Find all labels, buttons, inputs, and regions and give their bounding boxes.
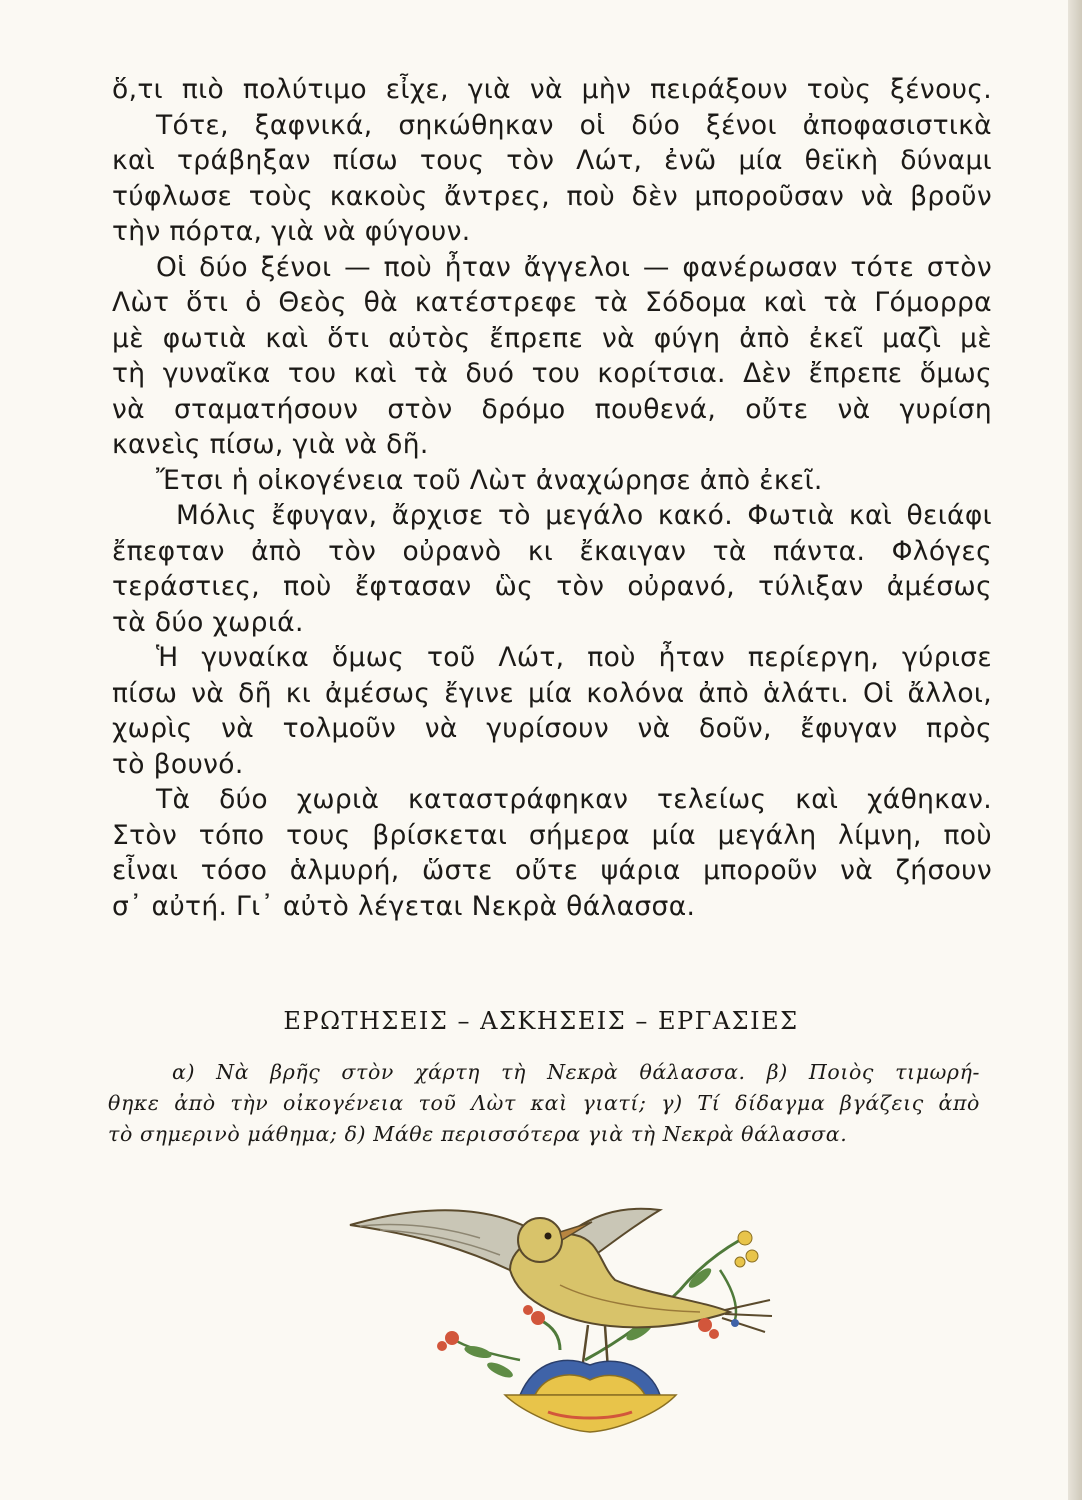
text-line: τεράστιες, ποὺ ἔφτασαν ὣς τὸν οὐρανό, τύλιξαν ἀμέσως [112, 571, 992, 602]
text-line: τὴ γυναῖκα του καὶ τὰ δυό του κορίτσια. Δὲν ἔπρεπε ὅμως [112, 358, 992, 389]
text-line: ἔπεφταν ἀπὸ τὸν οὐρανὸ κι ἔκαιγαν τὰ πάντα. Φλόγες [112, 535, 992, 567]
text-line: μὲ φωτιὰ καὶ ὅτι αὐτὸς ἔπρεπε νὰ φύγη ἀπὸ ἐκεῖ μαζὶ μὲ [112, 322, 992, 354]
text-line: Ἡ γυναίκα ὅμως τοῦ Λώτ, ποὺ ἦταν περίεργη, γύρισε [156, 642, 992, 673]
exercise-line: α) Νὰ βρῆς στὸν χάρτη τὴ Νεκρὰ θάλασσα. β) Ποιὸς τιμωρή- [172, 1060, 980, 1084]
text-line: πίσω νὰ δῆ κι ἀμέσως ἔγινε μία κολόνα ἀπὸ ἁλάτι. Οἱ ἄλλοι, [112, 677, 992, 709]
text-line: εἶναι τόσο ἁλμυρή, ὥστε οὔτε ψάρια μποροῦν νὰ ζήσουν [112, 855, 992, 886]
text-line: τὴν πόρτα, γιὰ νὰ φύγουν. [112, 216, 471, 247]
text-line: χωρὶς νὰ τολμοῦν νὰ γυρίσουν νὰ δοῦν, ἔφυγαν πρὸς [112, 713, 992, 744]
exercise-line: τὸ σημερινὸ μάθημα; δ) Μάθε περισσότερα γιὰ τὴ Νεκρὰ θάλασσα. [108, 1122, 848, 1146]
text-line: Οἱ δύο ξένοι — ποὺ ἦταν ἄγγελοι — φανέρωσαν τότε στὸν [156, 251, 992, 283]
text-line: νὰ σταματήσουν στὸν δρόμο πουθενά, οὔτε νὰ γυρίση [112, 393, 992, 425]
text-line: Τότε, ξαφνικά, σηκώθηκαν οἱ δύο ξένοι ἀποφασιστικὰ [156, 109, 992, 141]
exercises-heading: ΕΡΩΤΗΣΕΙΣ – ΑΣΚΗΣΕΙΣ – ΕΡΓΑΣΙΕΣ [283, 1007, 799, 1035]
text-line: ὅ,τι πιὸ πολύτιμο εἶχε, γιὰ νὰ μὴν πειράξουν τοὺς ξένους. [112, 74, 992, 105]
exercise-line: θηκε ἀπὸ τὴν οἰκογένεια τοῦ Λὼτ καὶ γιατί; γ) Τί δίδαγμα βγάζεις ἀπὸ [108, 1091, 980, 1115]
text-line: Λὼτ ὅτι ὁ Θεὸς θὰ κατέστρεφε τὰ Σόδομα καὶ τὰ Γόμορρα [112, 287, 992, 318]
text-line: καὶ τράβηξαν πίσω τους τὸν Λώτ, ἐνῶ μία θεϊκὴ δύναμι [112, 145, 992, 176]
text-line: Ἔτσι ἡ οἰκογένεια τοῦ Λὼτ ἀναχώρησε ἀπὸ ἐκεῖ. [156, 464, 823, 496]
text-line: Στὸν τόπο τους βρίσκεται σήμερα μία μεγάλη λίμνη, ποὺ [112, 819, 992, 851]
text-line: τὰ δύο χωριά. [112, 606, 304, 638]
text-line: Τὰ δύο χωριὰ καταστράφηκαν τελείως καὶ χάθηκαν. [156, 784, 992, 815]
text-line: κανεὶς πίσω, γιὰ νὰ δῆ. [112, 429, 429, 460]
text-line: τύφλωσε τοὺς κακοὺς ἄντρες, ποὺ δὲν μποροῦσαν νὰ βροῦν [112, 180, 992, 212]
text-line: σ᾽ αὐτή. Γι᾽ αὐτὸ λέγεται Νεκρὰ θάλασσα. [112, 890, 696, 922]
text-line: τὸ βουνό. [112, 748, 244, 780]
text-line: Μόλις ἔφυγαν, ἄρχισε τὸ μεγάλο κακό. Φωτιὰ καὶ θειάφι [176, 500, 992, 531]
